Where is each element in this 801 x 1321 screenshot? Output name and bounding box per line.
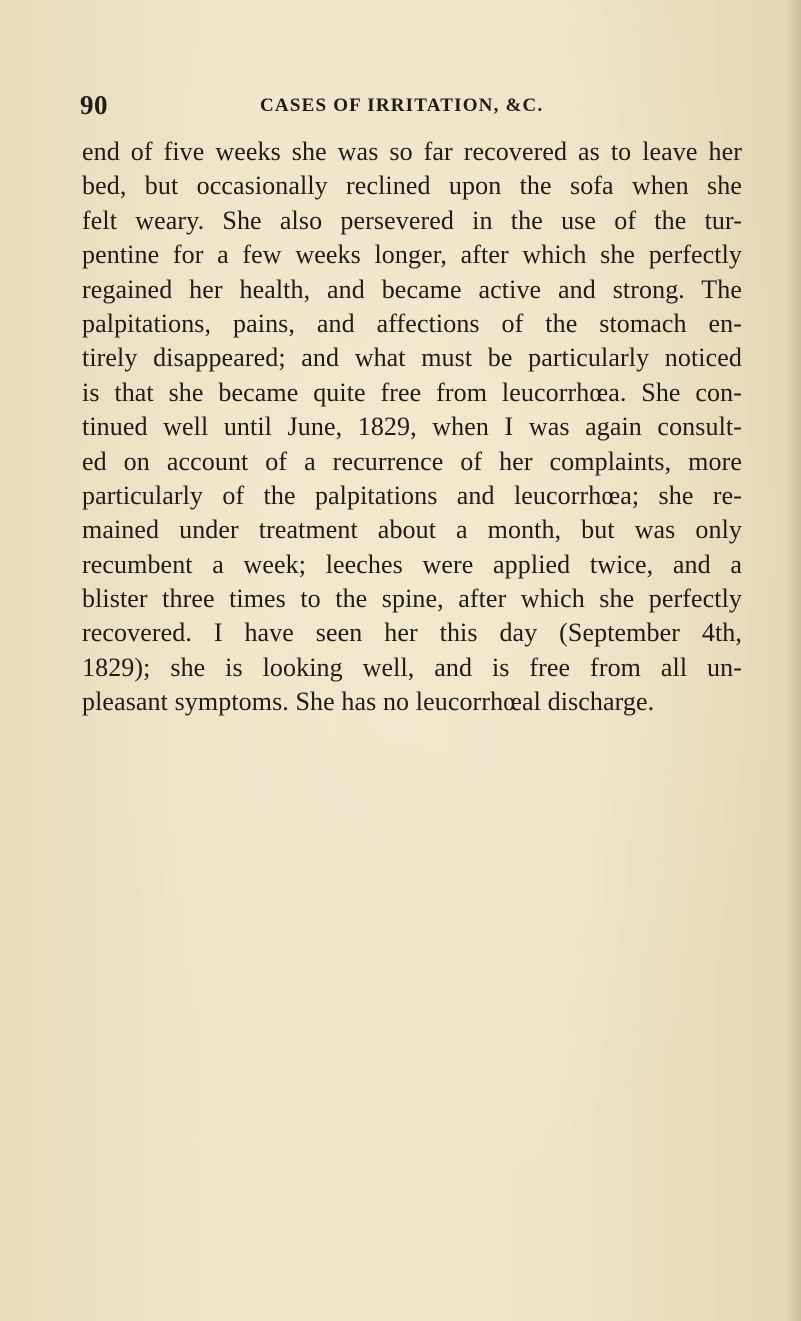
text-line: recumbent a week; leeches were applied twice, and a [82, 549, 742, 579]
text-line: pentine for a few weeks longer, after which she perfectly [82, 240, 742, 270]
running-head [80, 90, 740, 124]
text-line: felt weary. She also persevered in the use of the tur- [82, 205, 742, 235]
text-line: recovered. I have seen her this day (September 4th, [82, 618, 742, 648]
text-line: mained under treatment about a month, but was only [82, 515, 742, 545]
text-line: 1829); she is looking well, and is free from all un- [82, 652, 742, 682]
text-line: tirely disappeared; and what must be particularly noticed [82, 343, 742, 373]
text-line: palpitations, pains, and affections of the stomach en- [82, 308, 742, 338]
text-line: end of five weeks she was so far recovered as to leave her [82, 137, 742, 166]
page-number: 90 [80, 90, 108, 120]
text-line: bed, but occasionally reclined upon the sofa when she [82, 171, 742, 201]
text-line: is that she became quite free from leucorrhœa. She con- [82, 377, 742, 407]
text-line: blister three times to the spine, after which she perfectly [82, 584, 742, 614]
page-edge-shadow [785, 0, 801, 1321]
body-paragraph [82, 135, 742, 720]
text-line: tinued well until June, 1829, when I was again consult- [82, 412, 742, 442]
text-line: pleasant symptoms. She has no leucorrhœal discharge. [82, 687, 655, 717]
text-line: particularly of the palpitations and leucorrhœa; she re- [82, 480, 742, 510]
text-line: ed on account of a recurrence of her complaints, more [82, 446, 742, 476]
running-title: CASES OF IRRITATION, &C. [260, 95, 544, 116]
text-line: regained her health, and became active and strong. The [82, 274, 742, 304]
